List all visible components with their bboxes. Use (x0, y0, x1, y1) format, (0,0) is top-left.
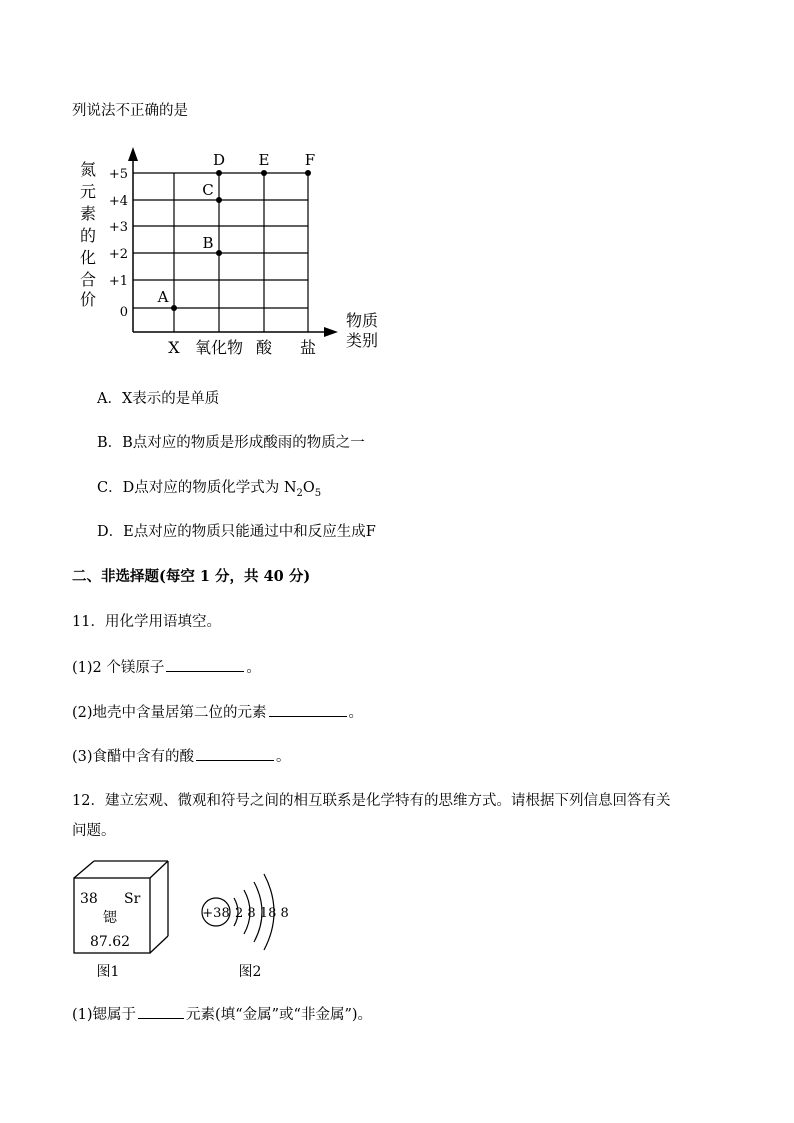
y-label-char: 价 (79, 290, 97, 309)
q12-title-line1: 12．建立宏观、微观和符号之间的相互联系是化学特有的思维方式。请根据下列信息回答有关 (72, 793, 671, 809)
q12-title-line2: 问题。 (72, 823, 116, 839)
x-category-label: 酸 (255, 338, 273, 357)
point-label: E (258, 151, 270, 169)
punctuation: 。 (246, 660, 261, 676)
q11-part1-text: (1)2 个镁原子 (72, 660, 165, 676)
element-name: 锶 (103, 910, 117, 926)
point-label: C (202, 181, 214, 199)
x-axis-arrow-icon (324, 327, 338, 337)
point-label: F (304, 151, 316, 169)
point-e (261, 170, 267, 176)
point-labels (157, 151, 316, 306)
option-d: D．E点对应的物质只能通过中和反应生成F (97, 524, 376, 540)
subscript: 5 (314, 487, 322, 499)
answer-blank[interactable] (166, 657, 244, 672)
atomic-number: 38 (80, 891, 98, 907)
x-category-label: 盐 (299, 338, 317, 357)
punctuation: 。 (348, 705, 364, 721)
point-label: D (212, 151, 226, 169)
option-c-text: O (302, 480, 315, 496)
q11-part3-text: (3)食醋中含有的酸 (72, 749, 195, 765)
point-c (216, 197, 222, 203)
y-label-char: 的 (79, 226, 97, 245)
y-tick-label: +2 (108, 247, 128, 262)
q11-title: 11．用化学用语填空。 (72, 614, 221, 630)
q11-part2-text: (2)地壳中含量居第二位的元素 (72, 705, 267, 721)
question-intro: 列说法不正确的是 (72, 103, 188, 119)
subscript: 2 (296, 487, 303, 499)
q12-part1-text: 元素(填“金属”或“非金属”)。 (186, 1007, 373, 1023)
answer-blank[interactable] (138, 1004, 184, 1019)
point-f (305, 170, 311, 176)
q11-part2 (72, 702, 363, 723)
option-b: B．B点对应的物质是形成酸雨的物质之一 (97, 435, 365, 451)
y-label-char: 素 (79, 204, 97, 223)
point-a (171, 305, 177, 311)
atomic-mass: 87.62 (89, 934, 131, 950)
shell-electrons: 2 8 18 8 (235, 906, 289, 921)
point-label: A (157, 288, 169, 306)
point-label: B (202, 234, 214, 252)
section-heading: 二、非选择题(每空 1 分，共 40 分) (72, 568, 311, 585)
y-tick-label: 0 (119, 305, 128, 320)
y-label-char: 化 (79, 248, 97, 267)
q12-part1 (72, 1004, 372, 1025)
y-axis-arrow-icon (128, 147, 138, 161)
q12-part1-text: (1)锶属于 (72, 1007, 137, 1023)
answer-blank[interactable] (196, 746, 274, 761)
option-a: A．X表示的是单质 (97, 391, 220, 407)
point-b (216, 250, 222, 256)
nucleus-charge: +38 (202, 906, 230, 921)
q11-part3 (72, 746, 291, 767)
option-c (97, 478, 321, 504)
y-tick-label: +3 (108, 220, 128, 235)
element-cube-figure (72, 858, 182, 988)
point-d (216, 170, 222, 176)
element-symbol: Sr (124, 891, 141, 907)
figure-1-caption: 图1 (96, 964, 120, 980)
y-axis-label (80, 160, 96, 309)
points (171, 170, 311, 311)
x-category-label: X (168, 338, 180, 357)
x-label-line: 物质 (345, 311, 379, 330)
option-c-text: C．D点对应的物质化学式为 N (97, 480, 297, 496)
valence-chart (70, 145, 390, 360)
x-label-line: 类别 (345, 331, 379, 350)
y-tick-label: +4 (108, 194, 128, 209)
y-tick-label: +1 (108, 274, 128, 289)
y-label-char: 氮 (79, 160, 97, 179)
x-category-label: 氧化物 (194, 338, 244, 357)
y-tick-label: +5 (108, 167, 128, 182)
atom-structure-figure (196, 858, 316, 988)
punctuation: 。 (276, 749, 291, 765)
y-label-char: 元 (79, 182, 97, 201)
q11-part1 (72, 657, 261, 678)
answer-blank[interactable] (269, 702, 347, 717)
x-axis-label (346, 311, 378, 350)
y-ticks (109, 167, 128, 320)
y-label-char: 合 (79, 270, 97, 289)
x-categories (168, 338, 316, 357)
figure-2-caption: 图2 (238, 964, 262, 980)
